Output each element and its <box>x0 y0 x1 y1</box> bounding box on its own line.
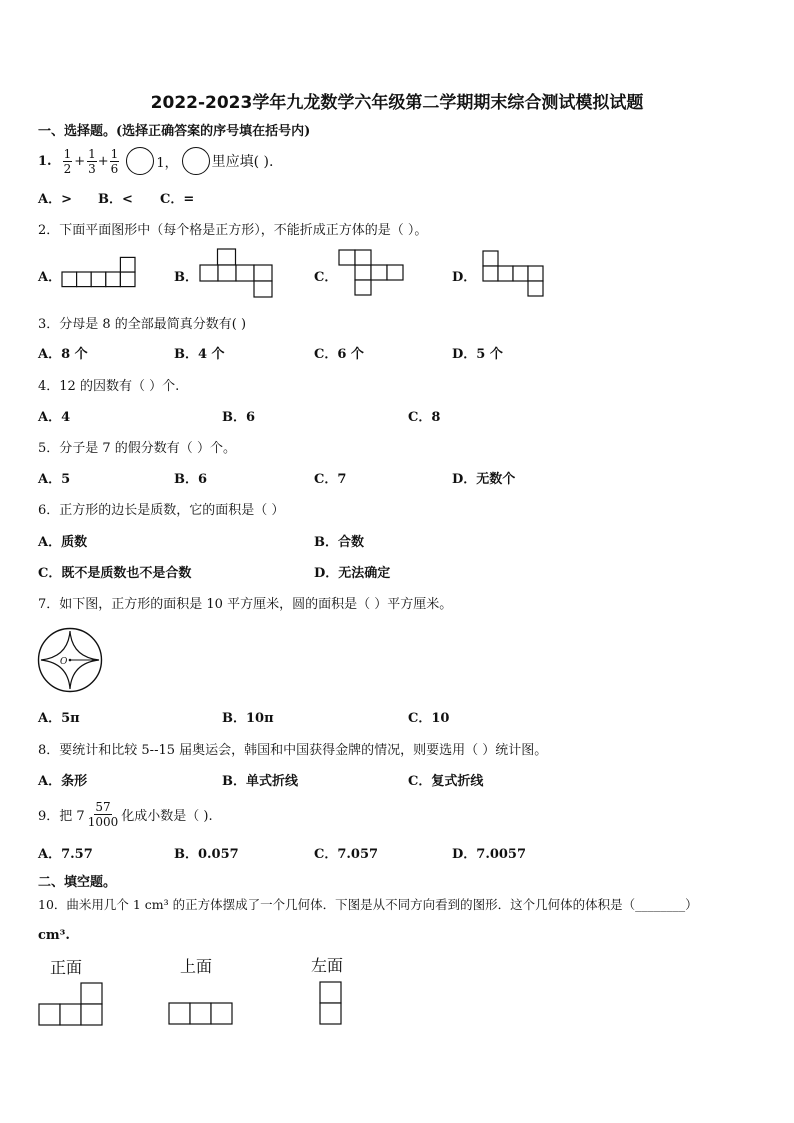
option-a[interactable]: A．条形 <box>38 774 88 789</box>
option-b[interactable]: B．10π <box>222 711 274 726</box>
option-c[interactable]: C．8 <box>408 410 441 425</box>
question-number: 1. <box>38 153 52 169</box>
blank-circle[interactable] <box>126 147 154 175</box>
question-5: 5．分子是 7 的假分数有（ ）个。 <box>38 441 236 456</box>
option-d[interactable]: D． <box>452 270 477 285</box>
option-b[interactable]: B．0.057 <box>174 847 239 862</box>
section-2-heading: 二、填空题。 <box>38 875 117 890</box>
question-10: 10．曲米用几个 1 cm³ 的正方体摆成了一个几何体．下图是从不同方向看到的图形．这个几何体的体积是（________） <box>38 897 698 912</box>
question-text: 9．把 7 <box>38 808 85 824</box>
option-b[interactable]: B．< <box>98 192 133 207</box>
cube-net-c <box>338 249 404 297</box>
option-a[interactable]: A． <box>38 270 62 285</box>
question-10-unit: cm³. <box>38 928 70 943</box>
option-c[interactable]: C．7.057 <box>314 847 379 862</box>
fraction-1-2: $\frac{1}{2}$ <box>63 146 72 176</box>
option-b[interactable]: B．4 个 <box>174 347 225 362</box>
option-c[interactable]: C．复式折线 <box>408 774 484 789</box>
option-b[interactable]: B．6 <box>222 410 256 425</box>
circle-square-figure <box>36 626 104 694</box>
option-c[interactable]: C．10 <box>408 711 450 726</box>
top-view-figure <box>167 1001 235 1029</box>
front-view-label: 正面 <box>50 958 83 977</box>
question-text: 1， <box>156 155 178 171</box>
question-3: 3．分母是 8 的全部最简真分数有( ) <box>38 317 247 332</box>
question-2: 2．下面平面图形中（每个格是正方形），不能折成正方体的是（ ）。 <box>38 223 428 238</box>
fraction-57-1000: $\frac{57}{1000}$ <box>87 799 119 829</box>
option-a[interactable]: A．7.57 <box>38 847 93 862</box>
question-6: 6．正方形的边长是质数，它的面积是（ ） <box>38 503 285 518</box>
option-d[interactable]: D．7.0057 <box>452 847 527 862</box>
question-8: 8．要统计和比较 5--15 届奥运会，韩国和中国获得金牌的情况，则要选用（ ）统计图。 <box>38 743 548 758</box>
question-text: 化成小数是（ ). <box>121 808 213 824</box>
top-view-label: 上面 <box>180 957 213 976</box>
option-a[interactable]: A．8 个 <box>38 347 88 362</box>
fraction-1-6: $\frac{1}{6}$ <box>110 146 119 176</box>
page-title: 2022-2023学年九龙数学六年级第二学期期末综合测试模拟试题 <box>150 93 644 113</box>
fraction-1-3: $\frac{1}{3}$ <box>88 146 96 176</box>
option-c[interactable]: C．7 <box>314 472 347 487</box>
option-c[interactable]: C．既不是质数也不是合数 <box>38 566 192 581</box>
option-a[interactable]: A．5 <box>38 472 71 487</box>
left-view-figure <box>318 980 344 1028</box>
blank-circle[interactable] <box>182 147 210 175</box>
option-b[interactable]: B．合数 <box>314 535 364 550</box>
option-c[interactable]: C．6 个 <box>314 347 364 362</box>
question-text: 里应填( ). <box>211 154 274 170</box>
option-d[interactable]: D．5 个 <box>452 347 503 362</box>
center-label: O <box>60 657 68 667</box>
option-c[interactable]: C． <box>314 270 338 285</box>
option-b[interactable]: B．6 <box>174 472 208 487</box>
option-a[interactable]: A．> <box>38 192 72 207</box>
question-9 <box>38 796 213 832</box>
question-7: 7．如下图，正方形的面积是 10 平方厘米，圆的面积是（ ）平方厘米。 <box>38 597 453 612</box>
question-1 <box>38 143 273 179</box>
cube-net-b <box>199 248 275 298</box>
option-a[interactable]: A．质数 <box>38 535 88 550</box>
cube-net-a <box>60 256 138 290</box>
option-d[interactable]: D．无数个 <box>452 472 516 487</box>
option-b[interactable]: B．单式折线 <box>222 774 298 789</box>
option-a[interactable]: A．5π <box>38 711 80 726</box>
option-c[interactable]: C．= <box>160 192 195 207</box>
option-a[interactable]: A．4 <box>38 410 71 425</box>
front-view-figure <box>37 981 105 1029</box>
question-4: 4．12 的因数有（ ）个. <box>38 379 180 394</box>
section-1-heading: 一、选择题。(选择正确答案的序号填在括号内) <box>38 124 311 139</box>
plus-sign: + <box>97 153 109 169</box>
option-b[interactable]: B． <box>174 270 198 285</box>
cube-net-d <box>482 250 546 298</box>
left-view-label: 左面 <box>311 956 344 975</box>
option-d[interactable]: D．无法确定 <box>314 566 391 581</box>
plus-sign: + <box>74 153 86 169</box>
